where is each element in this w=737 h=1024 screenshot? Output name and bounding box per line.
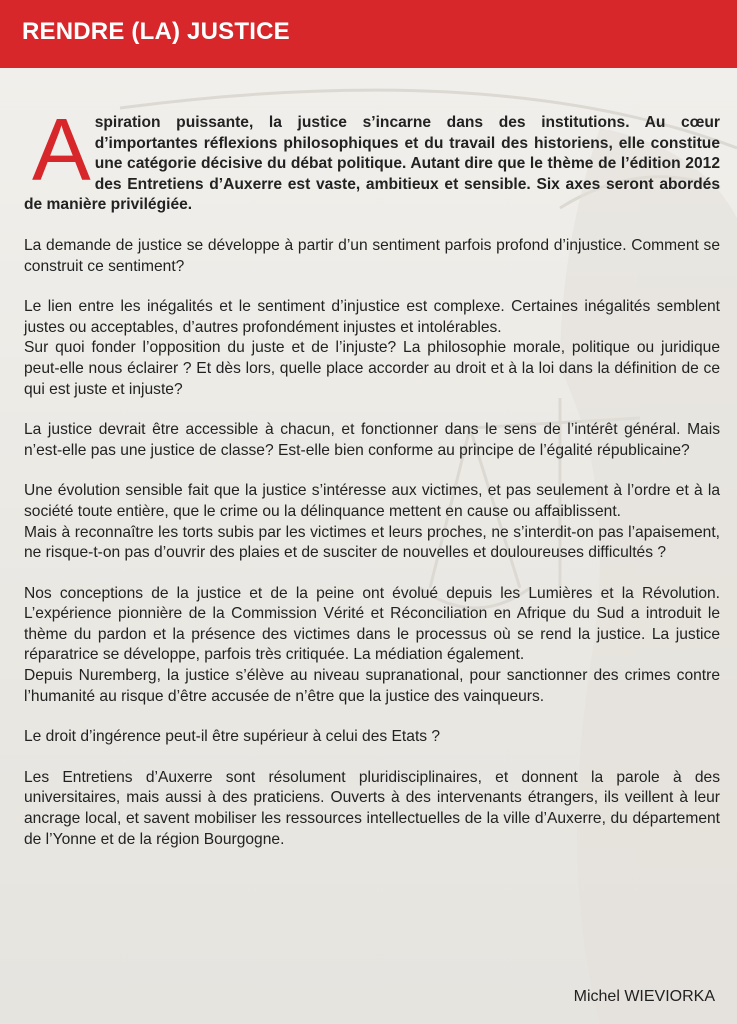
paragraph-text: Depuis Nuremberg, la justice s’élève au niveau supranational, pour sanctionner des crimes contre l’humanité au risque d’être accusée de n’être que la justice des vainqueurs. xyxy=(24,667,720,705)
page-title: RENDRE (LA) JUSTICE xyxy=(22,18,290,45)
paragraph xyxy=(24,481,720,563)
paragraph-text: Mais à reconnaître les torts subis par les victimes et leurs proches, ne s’interdit-on pas l’apaisement, ne risque-t-on pas d’ouvrir des plaies et de susciter de nouvelles et douloureuses difficultés ? xyxy=(24,523,720,562)
paragraph xyxy=(24,297,720,400)
paragraph xyxy=(24,727,720,748)
paragraph-text: La justice devrait être accessible à chacun, et fonctionner dans le sens de l’intérêt général. Mais n’est-elle pas une justice de classe? Est-elle bien conforme au principe de l’égalité républicaine? xyxy=(24,421,720,459)
intro-text: spiration puissante, la justice s’incarne dans des institutions. Au cœur d’importantes réflexions philosophiques et du travail des historiens, elle constitue une catégorie décisive du débat politique. Autant dire que le thème de l’édition 2012 des Entretiens d’Auxerre est vaste, ambitieux et sensible. Six axes seront abordés de manière privilégiée. xyxy=(24,114,720,214)
paragraph-text: La demande de justice se développe à partir d’un sentiment parfois profond d’injustice. Comment se construit ce sentiment? xyxy=(24,236,720,275)
paragraph-text: Le lien entre les inégalités et le sentiment d’injustice est complexe. Certaines inégalités semblent justes ou acceptables, d’autres profondément injustes et intolérables. xyxy=(24,298,720,336)
paragraph-text: Sur quoi fonder l’opposition du juste et de l’injuste? La philosophie morale, politique ou juridique peut-elle nous éclairer ? Et dès lors, quelle place accorder au droit et à la loi dans la définition de ce qui est juste et injuste? xyxy=(24,339,720,398)
paragraph-text: Une évolution sensible fait que la justice s’intéresse aux victimes, et pas seulement à l’ordre et à la société toute entière, que le crime ou la délinquance mettent en cause ou affaiblissent. xyxy=(24,482,720,520)
drop-cap: A xyxy=(32,100,91,199)
paragraph-text: Nos conceptions de la justice et de la peine ont évolué depuis les Lumières et la Révolution. L’expérience pionnière de la Commission Vérité et Réconciliation en Afrique du Sud a introduit le thème du pardon et la présence des victimes dans le processus où se rend la justice. La justice réparatrice se développe, parfois très critiquée. La médiation également. xyxy=(24,584,720,664)
header-bar xyxy=(0,0,737,68)
paragraph xyxy=(24,236,720,277)
paragraph-text: Les Entretiens d’Auxerre sont résolument pluridisciplinaires, et donnent la parole à des universitaires, mais aussi à des praticiens. Ouverts à des intervenants étrangers, ils veillent à leur ancrage local, et savent mobiliser les ressources intellectuelles de la ville d’Auxerre, du département de l’Yonne et de la région Bourgogne. xyxy=(24,768,720,848)
paragraph-text: Le droit d’ingérence peut-il être supérieur à celui des Etats ? xyxy=(24,728,441,746)
article-body xyxy=(24,100,720,870)
intro-paragraph xyxy=(24,100,720,216)
paragraph xyxy=(24,768,720,850)
paragraph xyxy=(24,584,720,708)
author-signature: Michel WIEVIORKA xyxy=(573,988,715,1005)
paragraph xyxy=(24,420,720,461)
